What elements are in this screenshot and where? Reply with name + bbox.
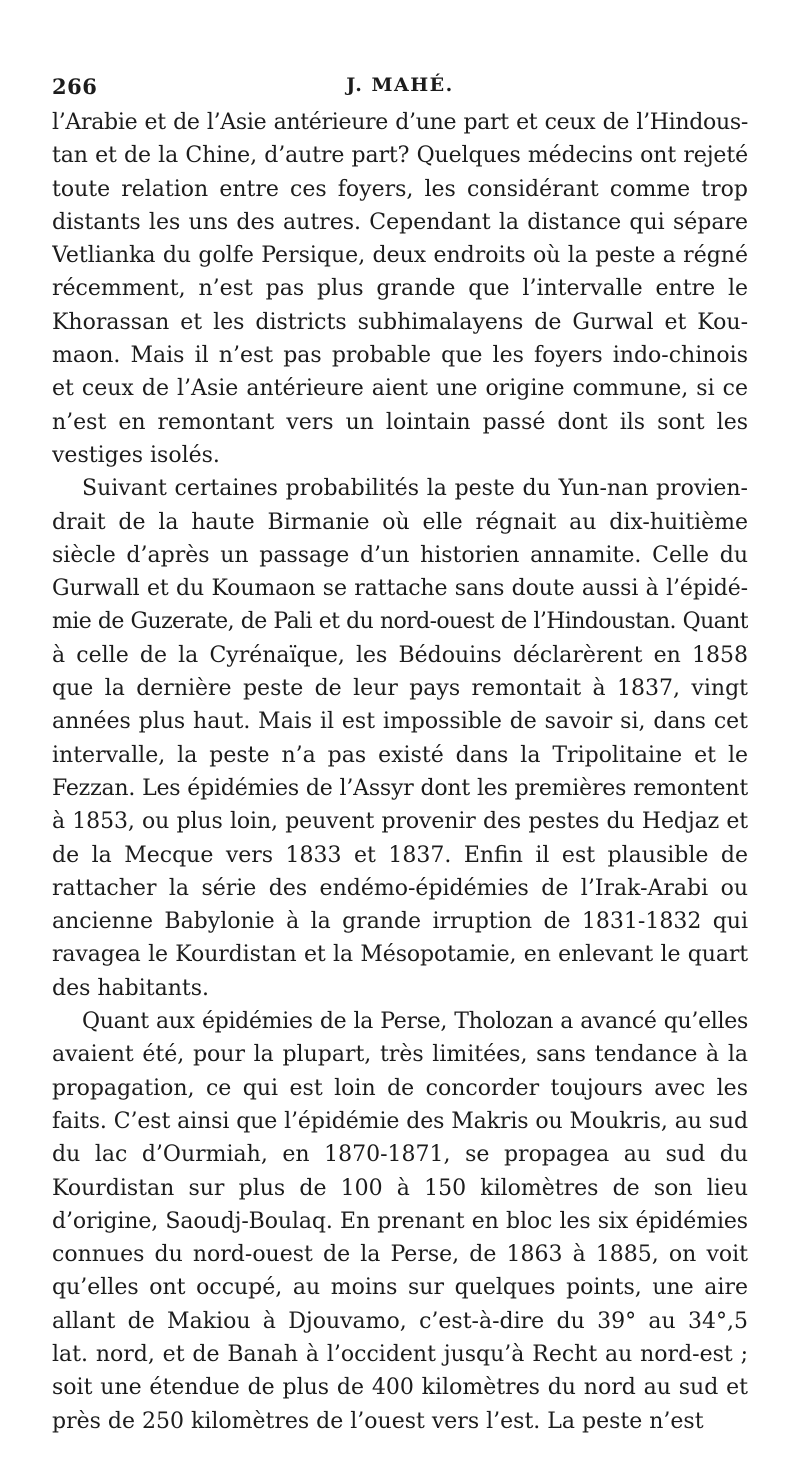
paragraph: [52, 1005, 748, 1438]
text-line: toute relation entre ces foyers, les considérant comme trop: [52, 176, 748, 202]
text-line: ravagea le Kourdistan et la Mésopotamie, en enlevant le quart: [52, 942, 748, 968]
text-line: Fezzan. Les épidémies de l’Assyr dont les premières remontent: [52, 775, 748, 801]
text-line: vestiges isolés.: [52, 442, 220, 468]
text-line: intervalle, la peste n’a pas existé dans la Tripolitaine et le: [52, 742, 748, 768]
text-line: Suivant certaines probabilités la peste du Yun-nan provien-: [82, 476, 748, 502]
text-line: propagation, ce qui est loin de concorder toujours avec les: [52, 1075, 748, 1101]
text-line: à celle de la Cyrénaïque, les Bédouins déclarèrent en 1858: [52, 642, 748, 668]
paragraph: [52, 106, 748, 472]
text-line: faits. C’est ainsi que l’épidémie des Makris ou Moukris, au sud: [52, 1108, 748, 1134]
text-line: d’origine, Saoudj-Boulaq. En prenant en bloc les six épidémies: [52, 1208, 748, 1234]
text-line: l’Arabie et de l’Asie antérieure d’une part et ceux de l’Hindous-: [52, 110, 748, 135]
text-line: Khorassan et les districts subhimalayens de Gurwal et Kou-: [52, 309, 748, 335]
text-line: et ceux de l’Asie antérieure aient une origine commune, si ce: [52, 376, 748, 402]
text-line: n’est en remontant vers un lointain passé dont ils sont les: [52, 409, 748, 435]
text-line: Gurwall et du Koumaon se rattache sans doute aussi à l’épidé-: [52, 576, 748, 602]
text-line: tan et de la Chine, d’autre part? Quelques médecins ont rejeté: [52, 143, 748, 169]
text-line: que la dernière peste de leur pays remontait à 1837, vingt: [52, 676, 748, 702]
text-line: années plus haut. Mais il est impossible de savoir si, dans cet: [52, 709, 748, 735]
text-line: Quant aux épidémies de la Perse, Tholozan a avancé qu’elles: [82, 1009, 748, 1035]
text-line: à 1853, ou plus loin, peuvent provenir des pestes du Hedjaz et: [52, 809, 748, 835]
text-line: lat. nord, et de Banah à l’occident jusqu’à Recht au nord-est ;: [52, 1341, 748, 1367]
text-line: siècle d’après un passage d’un historien annamite. Celle du: [52, 542, 748, 568]
text-line: de la Mecque vers 1833 et 1837. Enfin il est plausible de: [52, 842, 748, 868]
body-text: [52, 106, 748, 1438]
text-line: soit une étendue de plus de 400 kilomètres du nord au sud et: [52, 1375, 748, 1401]
text-line: avaient été, pour la plupart, très limitées, sans tendance à la: [52, 1042, 748, 1068]
running-head: J. MAHÉ.: [346, 74, 454, 96]
page-header: [52, 74, 748, 104]
text-line: drait de la haute Birmanie où elle régnait au dix-huitième: [52, 509, 748, 535]
text-line: distants les uns des autres. Cependant la distance qui sépare: [52, 209, 748, 235]
paragraph: [52, 472, 748, 1005]
text-line: mie de Guzerate, de Pali et du nord-ouest de l’Hindoustan. Quant: [52, 609, 748, 635]
text-line: allant de Makiou à Djouvamo, c’est-à-dire du 39° au 34°,5: [52, 1308, 748, 1334]
text-line: des habitants.: [52, 975, 210, 1001]
text-line: maon. Mais il n’est pas probable que les foyers indo-chinois: [52, 343, 748, 369]
text-line: connues du nord-ouest de la Perse, de 1863 à 1885, on voit: [52, 1242, 748, 1268]
page-number: 266: [52, 74, 98, 99]
text-line: rattacher la série des endémo-épidémies de l’Irak-Arabi ou: [52, 875, 748, 901]
text-line: qu’elles ont occupé, au moins sur quelques points, une aire: [52, 1275, 748, 1301]
text-line: Vetlianka du golfe Persique, deux endroits où la peste a régné: [52, 243, 748, 269]
text-line: près de 250 kilomètres de l’ouest vers l’est. La peste n’est: [52, 1408, 704, 1434]
text-line: du lac d’Ourmiah, en 1870-1871, se propagea au sud du: [52, 1142, 748, 1168]
text-line: ancienne Babylonie à la grande irruption de 1831-1832 qui: [52, 909, 748, 935]
text-line: Kourdistan sur plus de 100 à 150 kilomètres de son lieu: [52, 1175, 748, 1201]
text-line: récemment, n’est pas plus grande que l’intervalle entre le: [52, 276, 748, 302]
